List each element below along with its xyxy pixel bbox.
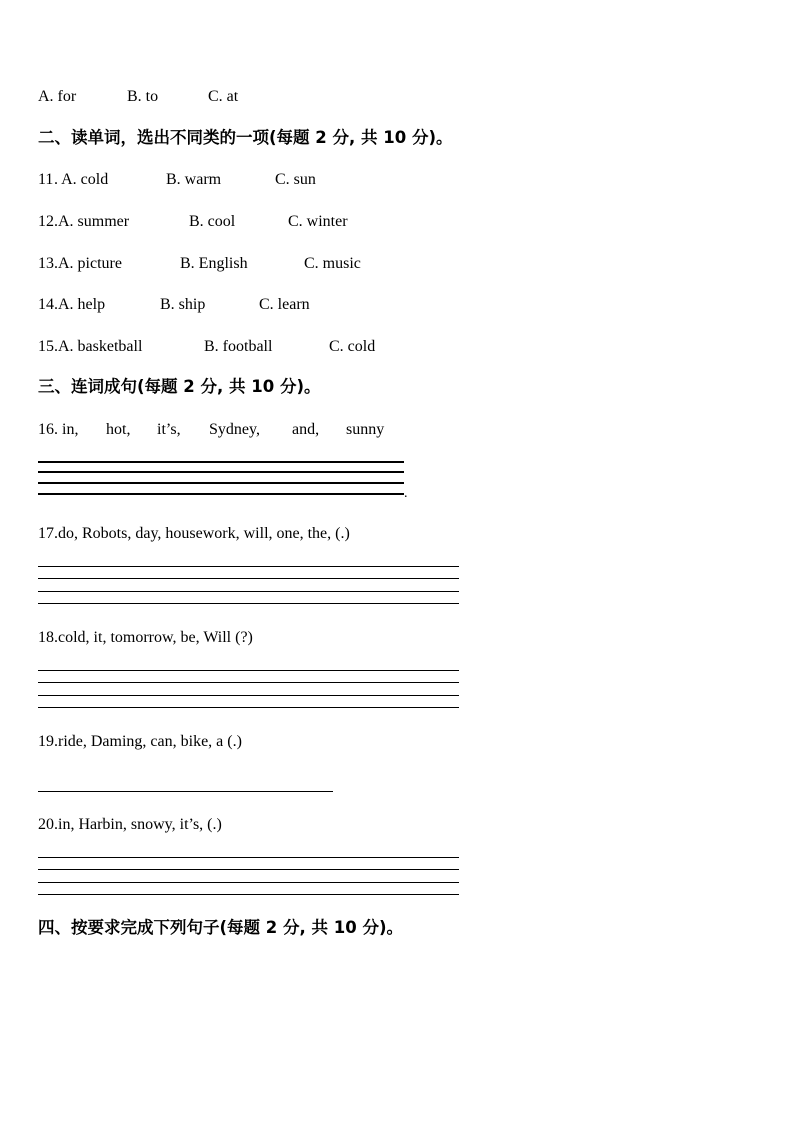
word: hot, bbox=[106, 421, 131, 438]
section-2-heading: 二、读单词，选出不同类的一项(每题 2 分, 共 10 分)。 bbox=[38, 128, 453, 147]
option-a: .A. help bbox=[54, 296, 106, 313]
question-19 bbox=[38, 732, 458, 752]
question-number: 17 bbox=[38, 525, 54, 542]
option-c: C. at bbox=[208, 88, 239, 105]
word: Sydney, bbox=[209, 421, 260, 438]
word: . in, bbox=[54, 421, 79, 438]
answer-line bbox=[38, 707, 459, 708]
answer-line bbox=[38, 471, 404, 473]
answer-line bbox=[38, 482, 404, 484]
option-a: .A. picture bbox=[54, 255, 122, 272]
answer-line bbox=[38, 857, 459, 858]
question-12 bbox=[38, 212, 438, 232]
answer-line bbox=[38, 591, 459, 592]
answer-line bbox=[38, 894, 459, 895]
question-words: .do, Robots, day, housework, will, one, the, (.) bbox=[54, 525, 350, 542]
question-number: 12 bbox=[38, 213, 54, 230]
answer-line bbox=[38, 682, 459, 683]
word: sunny bbox=[346, 421, 385, 438]
section-4-heading: 四、按要求完成下列句子(每题 2 分, 共 10 分)。 bbox=[38, 918, 404, 937]
option-b: B. warm bbox=[166, 171, 222, 188]
answer-line bbox=[38, 493, 404, 495]
option-a: A. for bbox=[38, 88, 77, 105]
option-a: .A. summer bbox=[54, 213, 130, 230]
option-b: B. cool bbox=[189, 213, 236, 230]
question-15 bbox=[38, 337, 438, 357]
option-a: .A. basketball bbox=[54, 338, 143, 355]
question-number: 16 bbox=[38, 421, 54, 438]
answer-line bbox=[38, 566, 459, 567]
answer-line bbox=[38, 869, 459, 870]
question-number: 19 bbox=[38, 733, 54, 750]
answer-line bbox=[38, 578, 459, 579]
option-c: C. sun bbox=[275, 171, 316, 188]
option-c: C. cold bbox=[329, 338, 376, 355]
question-11 bbox=[38, 170, 438, 190]
option-b: B. football bbox=[204, 338, 273, 355]
question-16 bbox=[38, 420, 438, 440]
question-20 bbox=[38, 815, 458, 835]
option-c: C. learn bbox=[259, 296, 310, 313]
question-number: 20 bbox=[38, 816, 54, 833]
answer-line bbox=[38, 791, 333, 792]
answer-line bbox=[38, 603, 459, 604]
option-b: B. English bbox=[180, 255, 248, 272]
word: it’s, bbox=[157, 421, 181, 438]
question-13 bbox=[38, 254, 438, 274]
question-words: .in, Harbin, snowy, it’s, (.) bbox=[54, 816, 222, 833]
question-number: 18 bbox=[38, 629, 54, 646]
answer-line bbox=[38, 461, 404, 463]
option-c: C. winter bbox=[288, 213, 348, 230]
section-3-heading: 三、连词成句(每题 2 分, 共 10 分)。 bbox=[38, 377, 321, 396]
question-words: .ride, Daming, can, bike, a (.) bbox=[54, 733, 242, 750]
question-10-options bbox=[38, 87, 338, 107]
question-number: 15 bbox=[38, 338, 54, 355]
question-18 bbox=[38, 628, 458, 648]
option-a: . A. cold bbox=[54, 171, 109, 188]
option-b: B. ship bbox=[160, 296, 206, 313]
answer-line bbox=[38, 695, 459, 696]
question-number: 13 bbox=[38, 255, 54, 272]
answer-line bbox=[38, 670, 459, 671]
option-b: B. to bbox=[127, 88, 159, 105]
question-14 bbox=[38, 295, 438, 315]
question-17 bbox=[38, 524, 458, 544]
question-number: 11 bbox=[38, 171, 54, 188]
period-mark: . bbox=[404, 486, 408, 501]
question-words: .cold, it, tomorrow, be, Will (?) bbox=[54, 629, 253, 646]
word: and, bbox=[292, 421, 320, 438]
answer-line bbox=[38, 882, 459, 883]
option-c: C. music bbox=[304, 255, 361, 272]
question-number: 14 bbox=[38, 296, 54, 313]
